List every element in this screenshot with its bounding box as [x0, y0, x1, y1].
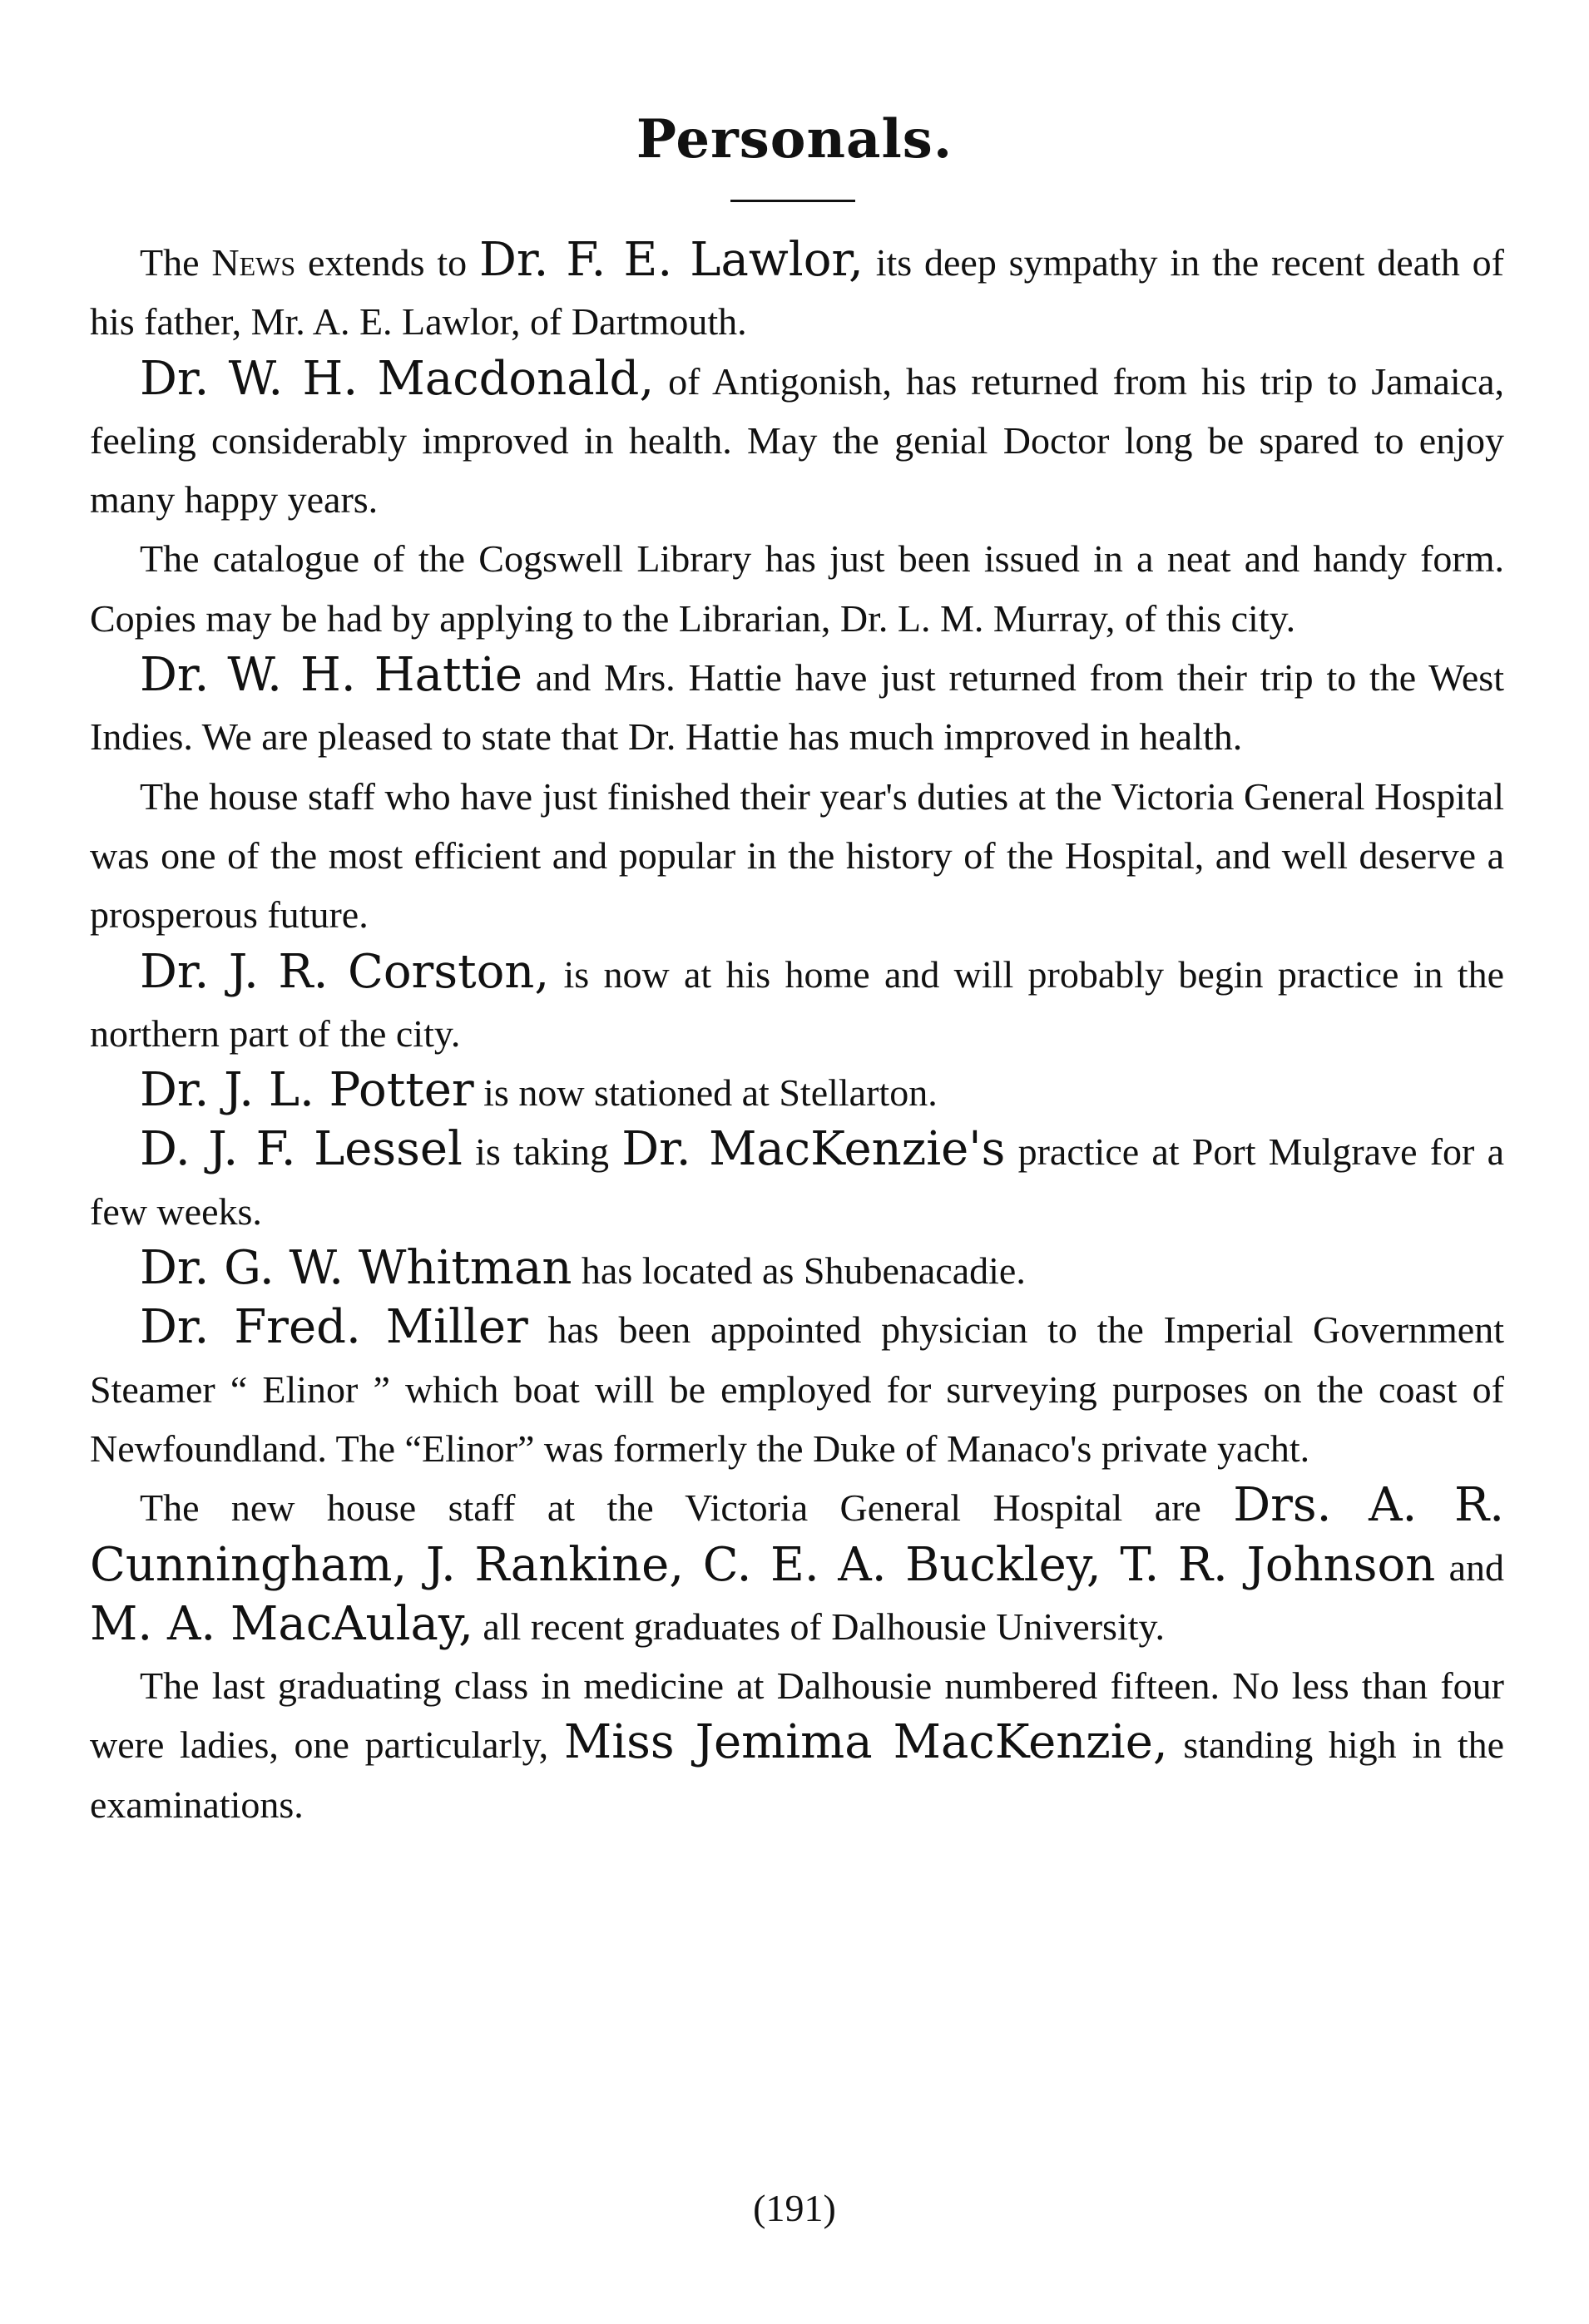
text-run: standing high in the examinations. — [90, 1723, 1505, 1826]
paragraph-lawlor — [90, 233, 1504, 352]
paragraph-potter — [90, 1063, 1504, 1122]
paragraph-lessel — [90, 1122, 1504, 1241]
text-run: is now at his home and will probably begin practice in the northern part of the city. — [90, 952, 1504, 1055]
paragraph-hattie — [90, 648, 1504, 767]
text-run: and — [1435, 1545, 1504, 1589]
text-run: all recent graduates of Dalhousie University. — [473, 1605, 1166, 1648]
person-name: Dr. W. H. Macdonald, — [140, 351, 655, 406]
person-name: Dr. W. H. Hattie — [140, 648, 523, 703]
paragraph-cogswell — [90, 529, 1504, 648]
text-run: The house staff who have just finished their year's duties at the Victoria General Hospital was one of the most efficient and popular in the history of the Hospital, and well deserve a prosperous future. — [90, 774, 1504, 937]
text-run: has been appointed physician to the Imperial Government Steamer “ Elinor ” which boat will be employed for surveying purposes on the coast of Newfoundland. The “Elinor” was formerly the Duke of Manaco's private yacht. — [90, 1308, 1504, 1470]
text-run: The new house staff at the Victoria General Hospital are — [140, 1486, 1234, 1530]
article-body — [90, 233, 1504, 1834]
paragraph-macdonald — [90, 352, 1504, 530]
page-title: Personals. — [636, 108, 953, 171]
text-run: of Antigonish, has returned from his trip to Jamaica, feeling considerably improved in health. May the genial Doctor long be spared to enjoy many happy years. — [90, 359, 1504, 522]
person-name: D. J. F. Lessel — [140, 1122, 463, 1177]
paragraph-miller — [90, 1300, 1504, 1478]
paragraph-graduating-class — [90, 1656, 1504, 1834]
person-name: Dr. Fred. Miller — [140, 1300, 528, 1355]
person-name: Dr. F. E. Lawlor, — [478, 233, 864, 287]
paragraph-whitman — [90, 1241, 1504, 1300]
paragraph-house-staff — [90, 767, 1504, 945]
text-run: extends to — [295, 241, 479, 284]
text-run: The last graduating class in medicine at Dalhousie numbered fifteen. No less than four were ladies, one particularly, — [90, 1664, 1504, 1767]
text-run: The catalogue of the Cogswell Library has just been issued in a neat and handy form. Copies may be had by applying to the Librarian, Dr. L. M. Murray, of this city. — [90, 537, 1504, 640]
person-name: Dr. J. R. Corston, — [140, 944, 550, 999]
text-run: and Mrs. Hattie have just returned from their trip to the West Indies. We are pleased to state that Dr. Hattie has much improved in health. — [90, 656, 1504, 759]
paragraph-new-house-staff — [90, 1478, 1504, 1656]
text-run: its deep sympathy in the recent death of his father, Mr. A. E. Lawlor, of Dartmouth. — [90, 241, 1505, 344]
text-run: practice at Port Mulgrave for a few weeks. — [90, 1130, 1504, 1233]
person-name: Dr. J. L. Potter — [140, 1063, 474, 1118]
text-run: The — [140, 241, 212, 284]
person-name: Drs. A. R. Cunningham, J. Rankine, C. E. A. Buckley, T. R. Johnson — [90, 1478, 1504, 1592]
person-name: M. A. MacAulay, — [90, 1596, 473, 1651]
person-name: Dr. MacKenzie's — [621, 1122, 1006, 1177]
text-run: is now stationed at Stellarton. — [473, 1071, 938, 1115]
person-name: Miss Jemima MacKenzie, — [563, 1715, 1168, 1770]
text-run: has located as Shubenacadie. — [572, 1249, 1026, 1293]
text-run: is taking — [462, 1130, 622, 1174]
paragraph-corston — [90, 945, 1504, 1064]
newspaper-name: News — [211, 241, 296, 284]
person-name: Dr. G. W. Whitman — [140, 1241, 572, 1296]
title-rule — [730, 200, 855, 202]
page-number: (191) — [753, 2187, 836, 2229]
